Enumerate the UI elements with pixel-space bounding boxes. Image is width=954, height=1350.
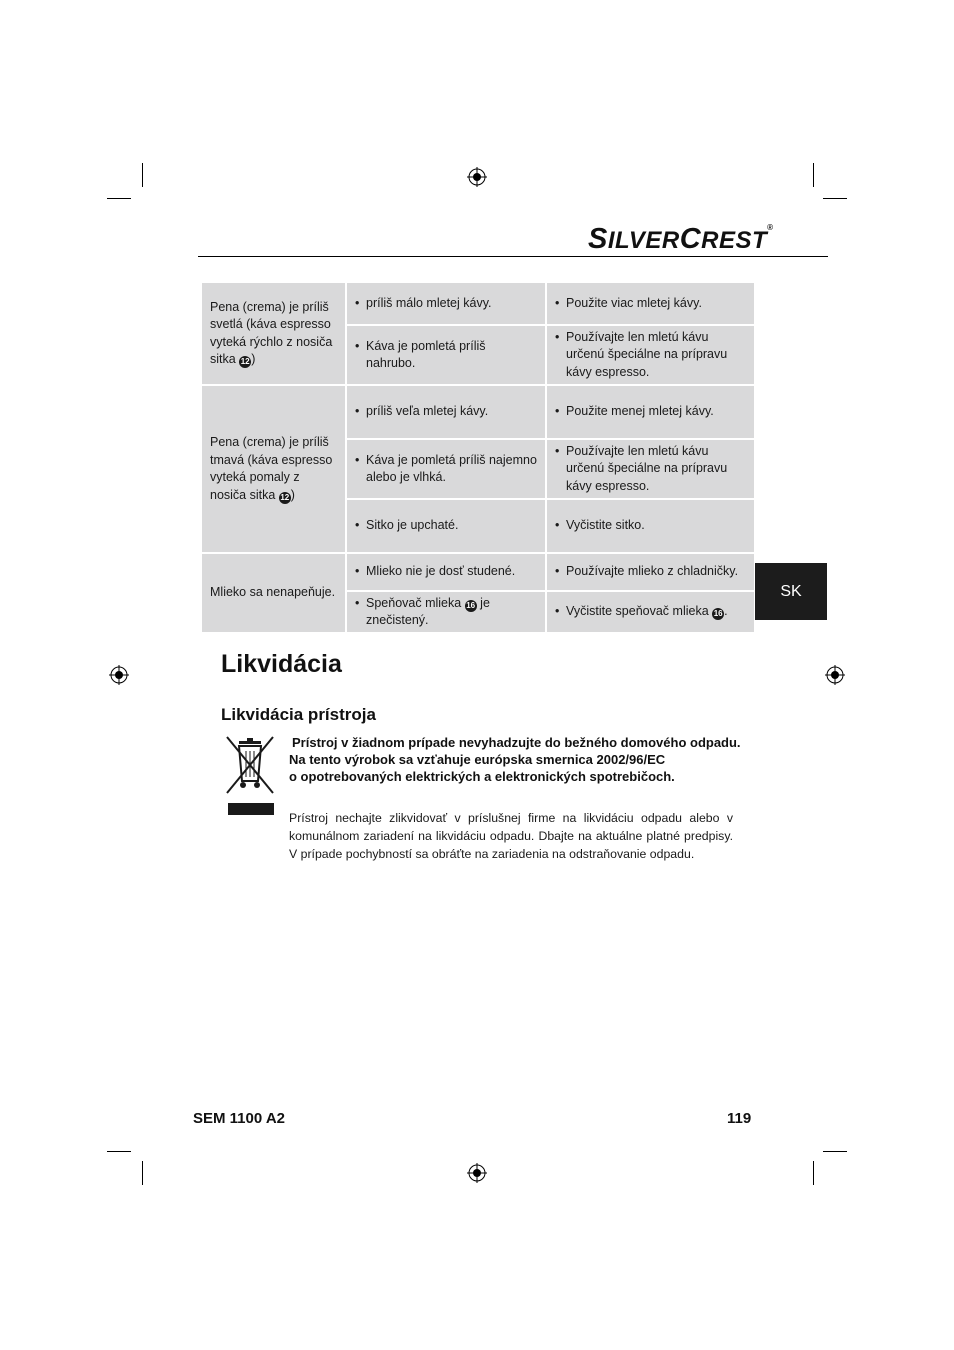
cause-text: je znečistený. [366,595,490,627]
disposal-body-text: Prístroj nechajte zlikvidovať v príslušnej firme na likvidáciu odpadu alebo v komunálnom zariadení na likvidáciu odpadu. Dbajte na aktuálne platné predpisy. V prípade pochybností sa obráťte na zariadenia na odstraňovanie odpadu. [289,811,733,861]
section-subtitle: Likvidácia prístroja [221,705,376,724]
troubleshooting-table [200,281,756,634]
part-number-badge: 12 [280,492,290,502]
cause-text: Sitko je upchaté. [366,518,459,533]
cause-text: príliš veľa mletej kávy. [366,404,489,419]
crop-mark [813,163,814,187]
part-number-badge: 12 [240,357,250,366]
table-row [201,282,755,325]
warning-line: Na tento výrobok sa vzťahuje európska smernica 2002/96/EC [289,752,666,767]
solution-text: Použite menej mletej kávy. [566,404,714,419]
solution-cell: • Používajte len mletú kávu určenú špeciálne na prípravu kávy espresso. [546,325,755,385]
crossed-out-wheelie-bin-icon [224,733,276,817]
solution-cell: • Vyčistite sitko. [546,499,755,553]
disposal-warning [289,734,759,785]
solution-cell: • Používajte mlieko z chladničky. [546,553,755,591]
cause-cell: • Mlieko nie je dosť studené. [346,553,546,591]
registration-mark-icon [825,665,845,685]
cause-cell: • príliš málo mletej kávy. [346,282,546,325]
section-title: Likvidácia [221,650,342,678]
part-number-badge: 16 [466,600,476,610]
brand-initial: C [679,223,702,255]
brand-logo [588,223,774,255]
registered-mark: ® [767,223,774,232]
footer-model: SEM 1100 A2 [193,1110,285,1127]
solution-text: Používajte len mletú kávu určenú špeciálne na prípravu kávy espresso. [566,329,728,379]
solution-text: Vyčistite sitko. [566,518,645,533]
solution-cell: • Používajte len mletú kávu určenú špeciálne na prípravu kávy espresso. [546,439,755,499]
crop-mark [823,198,847,199]
solution-text: Používajte mlieko z chladničky. [566,564,739,579]
table-row [201,553,755,591]
crop-mark [142,163,143,187]
problem-text-close: ) [290,487,295,502]
problem-text: Pena (crema) je príliš svetlá (káva espresso vyteká rýchlo z nosiča sitka [210,299,333,366]
cause-cell: • Speňovač mlieka 16 je znečistený. [346,591,546,633]
cause-cell: • Sitko je upchaté. [346,499,546,553]
problem-text: Pena (crema) je príliš tmavá (káva espresso vyteká pomaly z nosiča sitka [210,435,333,502]
cause-text: Káva je pomletá príliš najemno alebo je vlhká. [366,452,537,484]
page-number: 119 [727,1110,752,1127]
crop-mark [107,1151,131,1152]
language-tab-label: SK [780,582,802,600]
solution-text: . [724,604,728,619]
problem-text-close: ) [251,352,256,366]
registration-mark-icon [467,1163,487,1183]
warning-line: Prístroj v žiadnom prípade nevyhadzujte do bežného domového odpadu. [292,735,741,750]
crop-mark [107,198,131,199]
crop-mark [142,1161,143,1185]
header-rule [198,256,828,257]
language-tab [755,563,827,620]
part-number-badge: 16 [713,609,723,619]
cause-cell: • Káva je pomletá príliš nahrubo. [346,325,546,385]
registration-mark-icon [109,665,129,685]
cause-text: príliš málo mletej kávy. [366,295,492,310]
solution-cell: • Použite menej mletej kávy. [546,385,755,439]
table-row [201,385,755,439]
problem-text: Mlieko sa nenapeňuje. [210,585,336,600]
solution-text: Používajte len mletú kávu určenú špeciálne na prípravu kávy espresso. [566,443,728,493]
cause-text: Speňovač mlieka [366,595,462,610]
cause-cell: • príliš veľa mletej kávy. [346,385,546,439]
cause-cell: • Káva je pomletá príliš najemno alebo je vlhká. [346,439,546,499]
problem-cell [201,385,346,553]
problem-cell [201,282,346,385]
solution-text: Vyčistite speňovač mlieka [566,604,709,619]
brand-text: ILVER [607,227,680,254]
solution-cell: • Použite viac mletej kávy. [546,282,755,325]
cause-text: Mlieko nie je dosť studené. [366,564,516,579]
problem-cell [201,553,346,633]
solution-text: Použite viac mletej kávy. [566,295,702,310]
warning-line: o opotrebovaných elektrických a elektronických spotrebičoch. [289,769,675,784]
registration-mark-icon [467,167,487,187]
solution-cell: • Vyčistite speňovač mlieka 16 . [546,591,755,633]
crop-mark [823,1151,847,1152]
cause-text: Káva je pomletá príliš nahrubo. [366,338,486,370]
brand-initial: S [588,223,608,255]
crop-mark [813,1161,814,1185]
brand-text: REST [701,227,768,254]
